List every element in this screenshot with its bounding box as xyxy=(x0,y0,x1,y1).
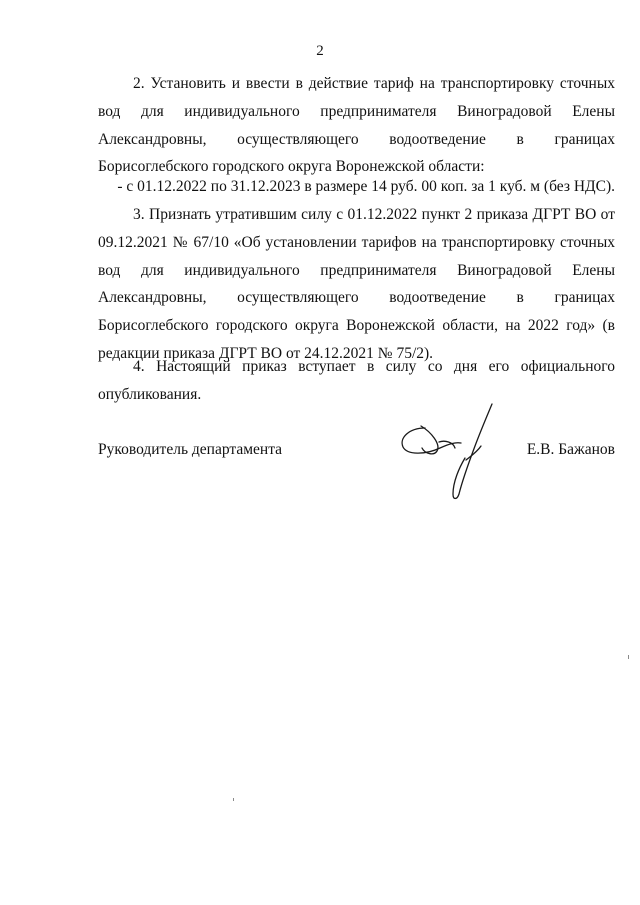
signatory-name: Е.В. Бажанов xyxy=(526,441,615,458)
paragraph-2-text: 2. Установить и ввести в действие тариф на транспортировку сточных вод для индивидуального предпринимателя Виноградовой Елены Александровны, осуществляющего водоотведение в границах Борисоглебского городского округа Воронежской области: xyxy=(98,75,615,176)
tariff-line: - с 01.12.2022 по 31.12.2023 в размере 14 руб. 00 коп. за 1 куб. м (без НДС). xyxy=(117,178,615,195)
paragraph-3 xyxy=(98,201,615,368)
handwritten-signature xyxy=(395,402,505,502)
page-number: 2 xyxy=(316,43,324,59)
paragraph-4 xyxy=(98,353,615,409)
scan-speck xyxy=(233,798,234,801)
scan-speck xyxy=(628,655,629,659)
paragraph-4-text: 4. Настоящий приказ вступает в силу со дня его официального опубликования. xyxy=(98,358,615,403)
paragraph-2 xyxy=(98,70,615,181)
signatory-position: Руководитель департамента xyxy=(98,441,283,458)
paragraph-3-text: 3. Признать утратившим силу с 01.12.2022 пункт 2 приказа ДГРТ ВО от 09.12.2021 № 67/10 «Об установлении тарифов на транспортировку сточных вод для индивидуального предпринимателя Виноградовой Елены Александровны, осуществляющего водоотведение в границах Борисоглебского городского округа Воронежской области, на 2022 год» (в редакции приказа ДГРТ ВО от 24.12.2021 № 75/2). xyxy=(98,206,615,362)
